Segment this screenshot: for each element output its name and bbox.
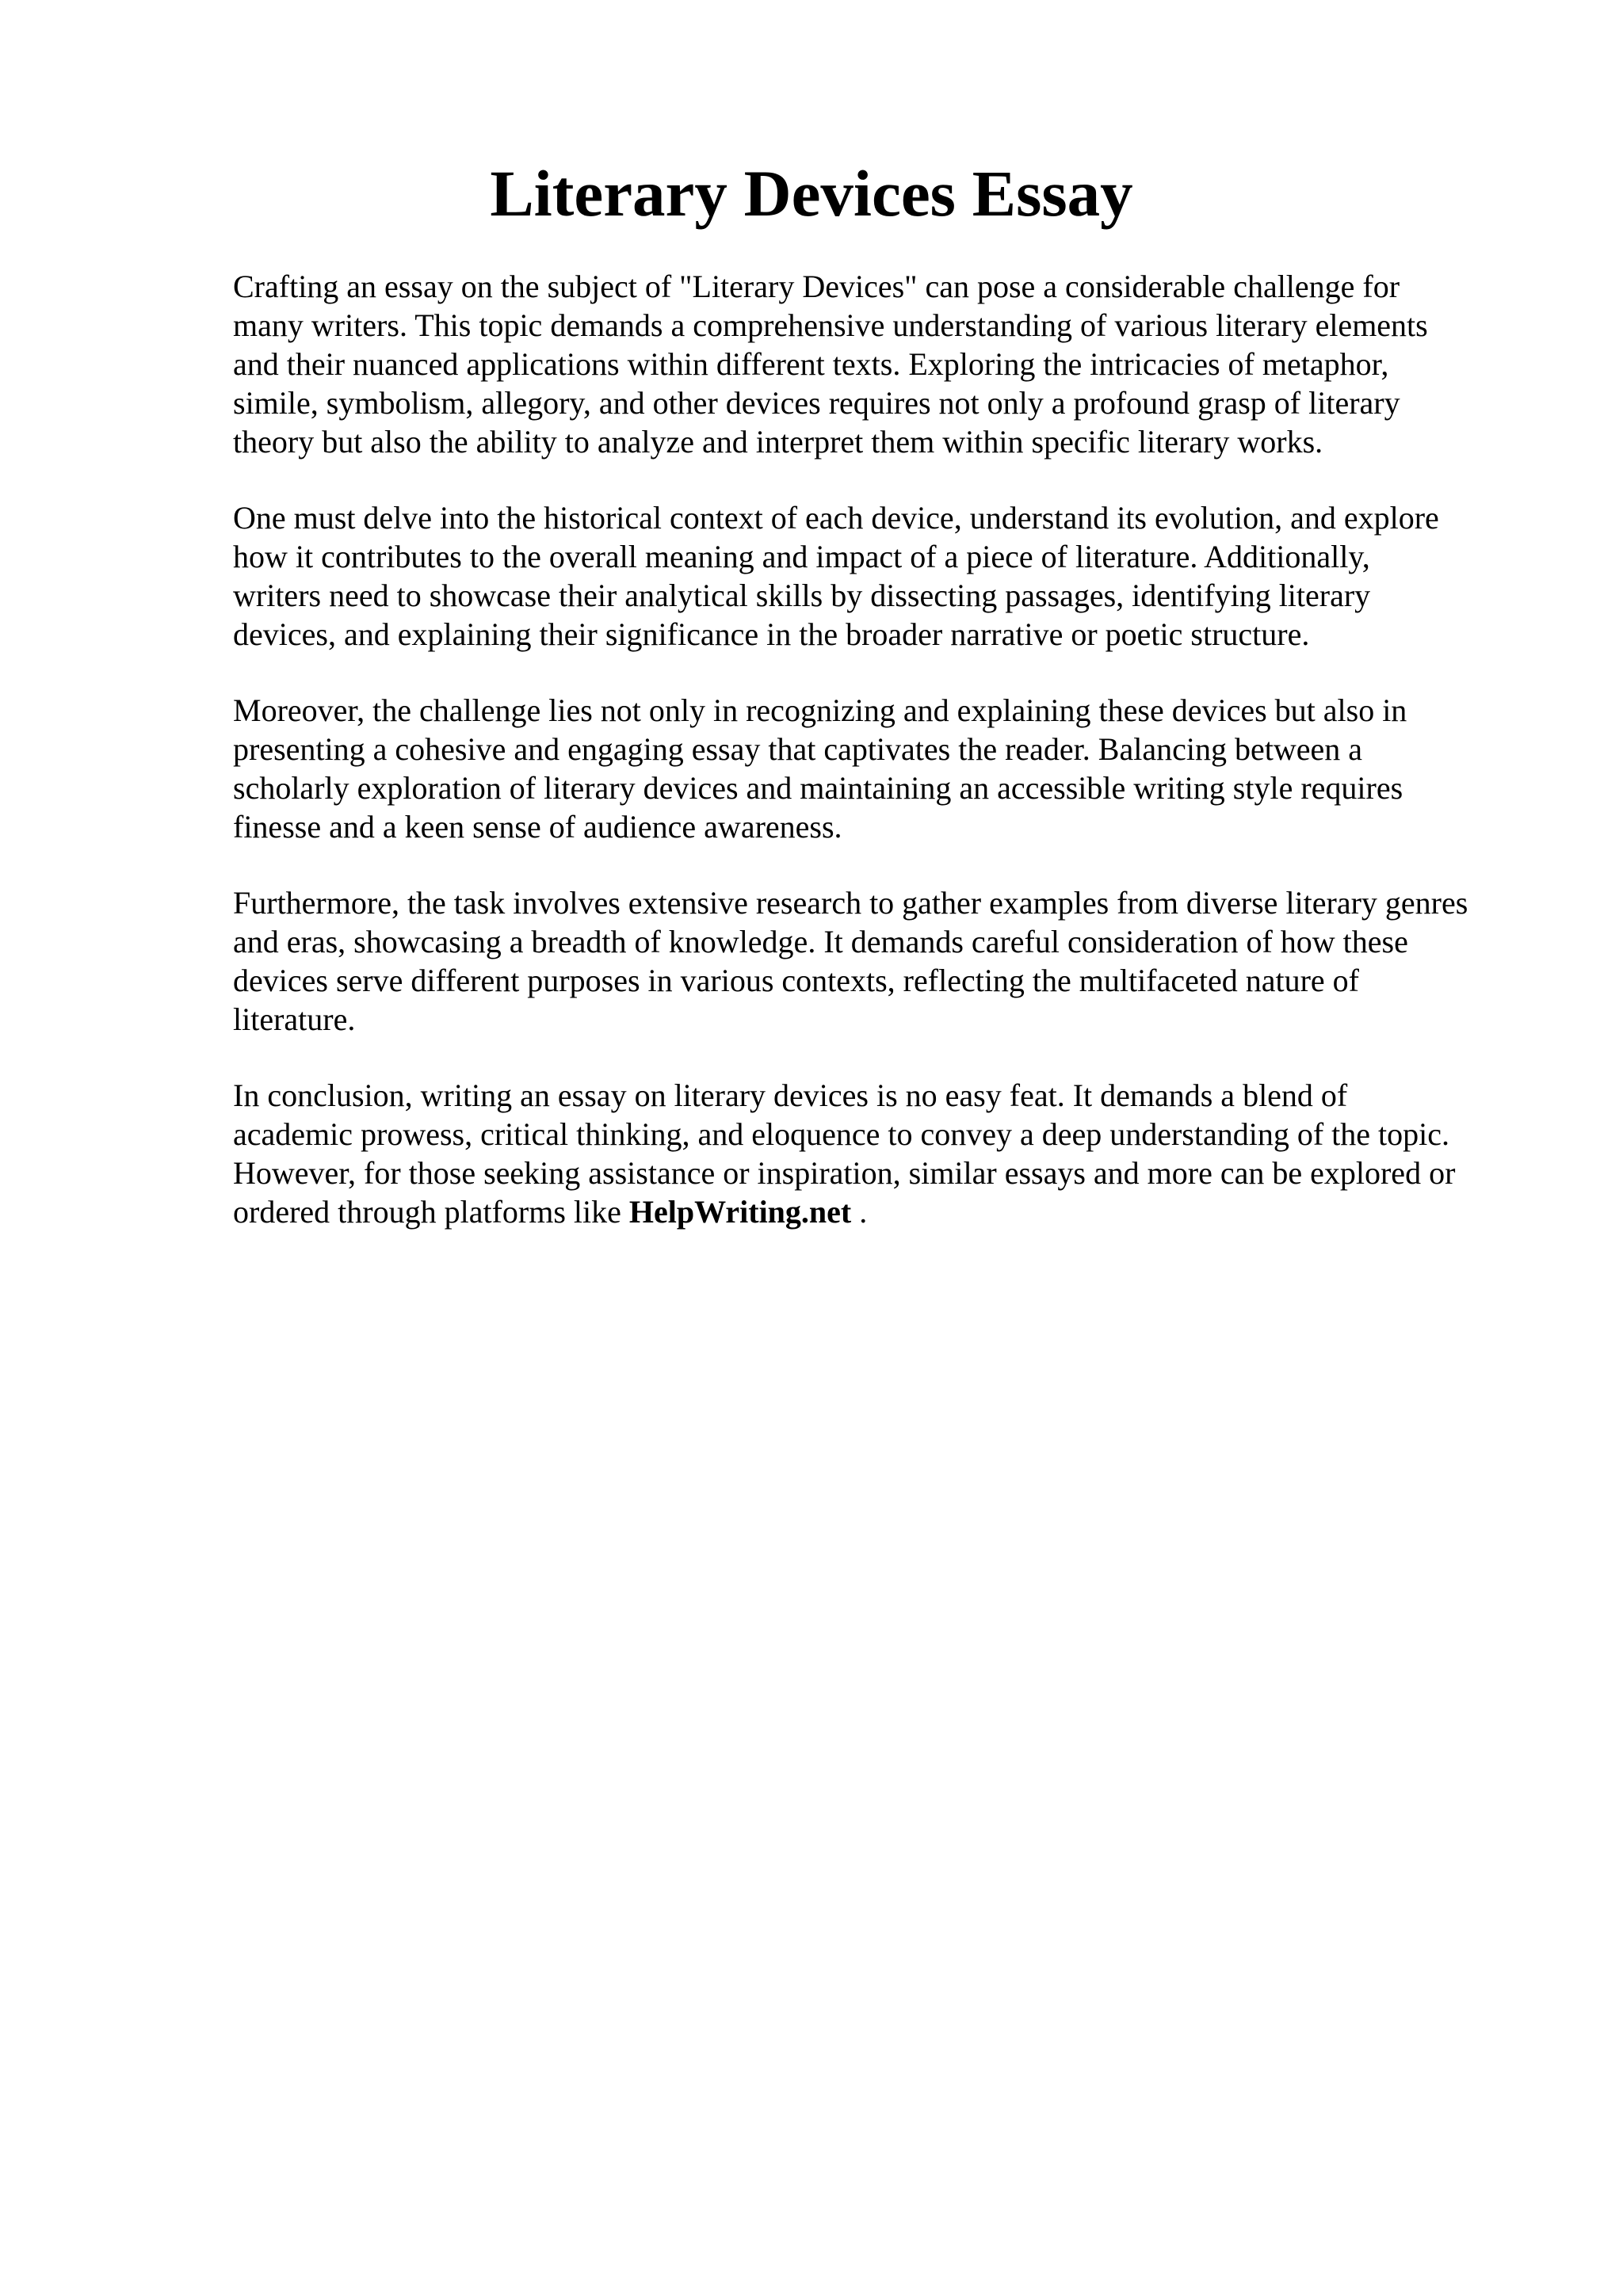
- text-line: writers need to showcase their analytical skills by dissecting passages, identifying literary: [233, 578, 1371, 613]
- paragraph-2: [233, 498, 1533, 654]
- text-segment: ordered through platforms like: [233, 1194, 629, 1230]
- text-line: One must delve into the historical context of each device, understand its evolution, and explore: [233, 500, 1439, 536]
- text-line: and eras, showcasing a breadth of knowledge. It demands careful consideration of how these: [233, 924, 1408, 959]
- text-line: how it contributes to the overall meaning and impact of a piece of literature. Additionally,: [233, 539, 1370, 574]
- text-line: finesse and a keen sense of audience awareness.: [233, 809, 842, 845]
- essay-body: [233, 267, 1533, 1268]
- paragraph-5: [233, 1076, 1533, 1231]
- page-title: Literary Devices Essay: [490, 157, 1133, 230]
- text-line: literature.: [233, 1001, 356, 1037]
- text-line: Moreover, the challenge lies not only in recognizing and explaining these devices but also in: [233, 692, 1407, 728]
- text-line: devices serve different purposes in various contexts, reflecting the multifaceted nature of: [233, 963, 1359, 998]
- text-line: Furthermore, the task involves extensive research to gather examples from diverse literary genres: [233, 885, 1468, 921]
- text-line: However, for those seeking assistance or inspiration, similar essays and more can be explored or: [233, 1155, 1456, 1191]
- paragraph-4: [233, 883, 1533, 1039]
- text-line: Crafting an essay on the subject of "Literary Devices" can pose a considerable challenge for: [233, 269, 1400, 304]
- text-line: simile, symbolism, allegory, and other devices requires not only a profound grasp of literary: [233, 385, 1400, 421]
- text-line: scholarly exploration of literary devices and maintaining an accessible writing style requires: [233, 770, 1403, 806]
- paragraph-3: [233, 691, 1533, 846]
- text-line: theory but also the ability to analyze and interpret them within specific literary works.: [233, 424, 1323, 460]
- paragraph-1: [233, 267, 1533, 461]
- text-line: presenting a cohesive and engaging essay that captivates the reader. Balancing between a: [233, 731, 1362, 767]
- text-line-final: [233, 1192, 1533, 1231]
- text-line: devices, and explaining their significance in the broader narrative or poetic structure.: [233, 616, 1310, 652]
- text-line: In conclusion, writing an essay on literary devices is no easy feat. It demands a blend of: [233, 1077, 1348, 1113]
- helpwriting-link[interactable]: HelpWriting.net: [628, 1194, 852, 1230]
- text-line: academic prowess, critical thinking, and eloquence to convey a deep understanding of the topic.: [233, 1116, 1450, 1152]
- text-segment: .: [859, 1194, 868, 1230]
- text-line: and their nuanced applications within different texts. Exploring the intricacies of metaphor,: [233, 346, 1389, 382]
- text-line: many writers. This topic demands a comprehensive understanding of various literary elements: [233, 307, 1428, 343]
